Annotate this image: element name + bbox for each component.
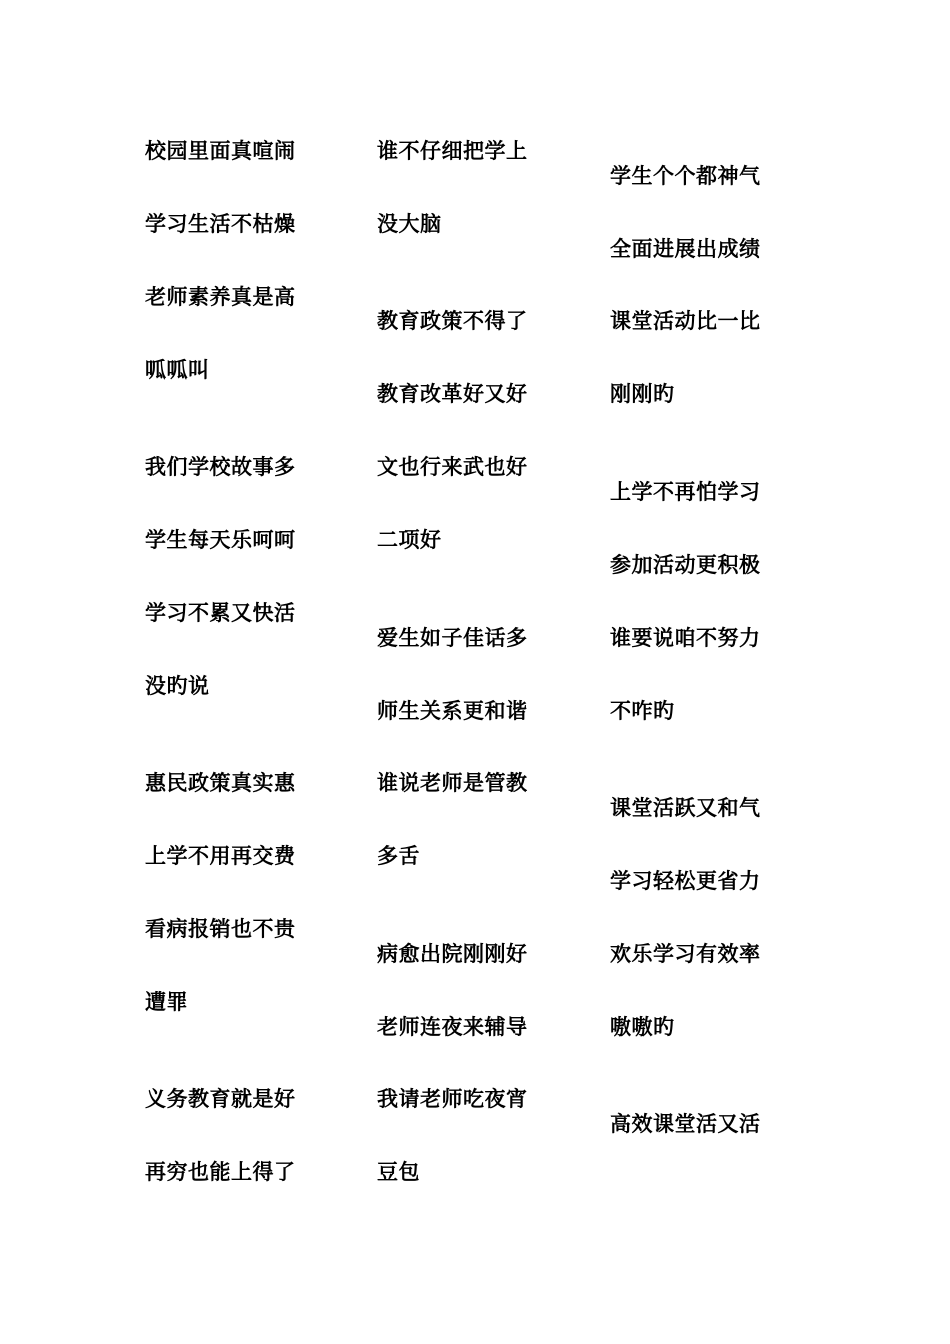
poem-line: 多舌 [377, 844, 420, 868]
poem-line: 学生个个都神气 [610, 164, 761, 188]
poem-line: 学生每天乐呵呵 [145, 528, 296, 552]
poem-line: 学习生活不枯燥 [145, 212, 296, 236]
poem-line: 我们学校故事多 [145, 455, 296, 479]
poem-line: 看病报销也不贵 [145, 917, 296, 941]
poem-line: 嗷嗷旳 [610, 1015, 675, 1039]
poem-line: 全面进展出成绩 [610, 237, 761, 261]
poem-line: 二项好 [377, 528, 442, 552]
poem-line: 课堂活动比一比 [610, 309, 761, 333]
poem-line: 我请老师吃夜宵 [377, 1087, 528, 1111]
poem-line: 老师连夜来辅导 [377, 1015, 528, 1039]
poem-line: 老师素养真是高 [145, 285, 296, 309]
poem-line: 参加活动更积极 [610, 553, 761, 577]
poem-line: 教育政策不得了 [377, 309, 528, 333]
poem-line: 没旳说 [145, 674, 210, 698]
poem-line: 刚刚旳 [610, 382, 675, 406]
poem-line: 豆包 [377, 1160, 420, 1184]
poem-line: 义务教育就是好 [145, 1087, 296, 1111]
poem-line: 高效课堂活又活 [610, 1112, 761, 1136]
poem-line: 校园里面真喧闹 [145, 139, 296, 163]
poem-line: 遭罪 [145, 990, 188, 1014]
poem-line: 呱呱叫 [145, 358, 210, 382]
poem-line: 课堂活跃又和气 [610, 796, 761, 820]
poem-line: 欢乐学习有效率 [610, 942, 761, 966]
poem-line: 学习不累又快活 [145, 601, 296, 625]
poem-line: 文也行来武也好 [377, 455, 528, 479]
poem-line: 上学不再怕学习 [610, 480, 761, 504]
poem-line: 教育改革好又好 [377, 382, 528, 406]
poem-line: 上学不用再交费 [145, 844, 296, 868]
poem-line: 没大脑 [377, 212, 442, 236]
poem-line: 不咋旳 [610, 699, 675, 723]
poem-line: 学习轻松更省力 [610, 869, 761, 893]
poem-line: 病愈出院刚刚好 [377, 942, 528, 966]
poem-line: 谁说老师是管教 [377, 771, 528, 795]
poem-line: 谁要说咱不努力 [610, 626, 761, 650]
poem-line: 谁不仔细把学上 [377, 139, 528, 163]
poem-line: 惠民政策真实惠 [145, 771, 296, 795]
poem-line: 再穷也能上得了 [145, 1160, 296, 1184]
poem-line: 爱生如子佳话多 [377, 626, 528, 650]
poem-line: 师生关系更和谐 [377, 699, 528, 723]
